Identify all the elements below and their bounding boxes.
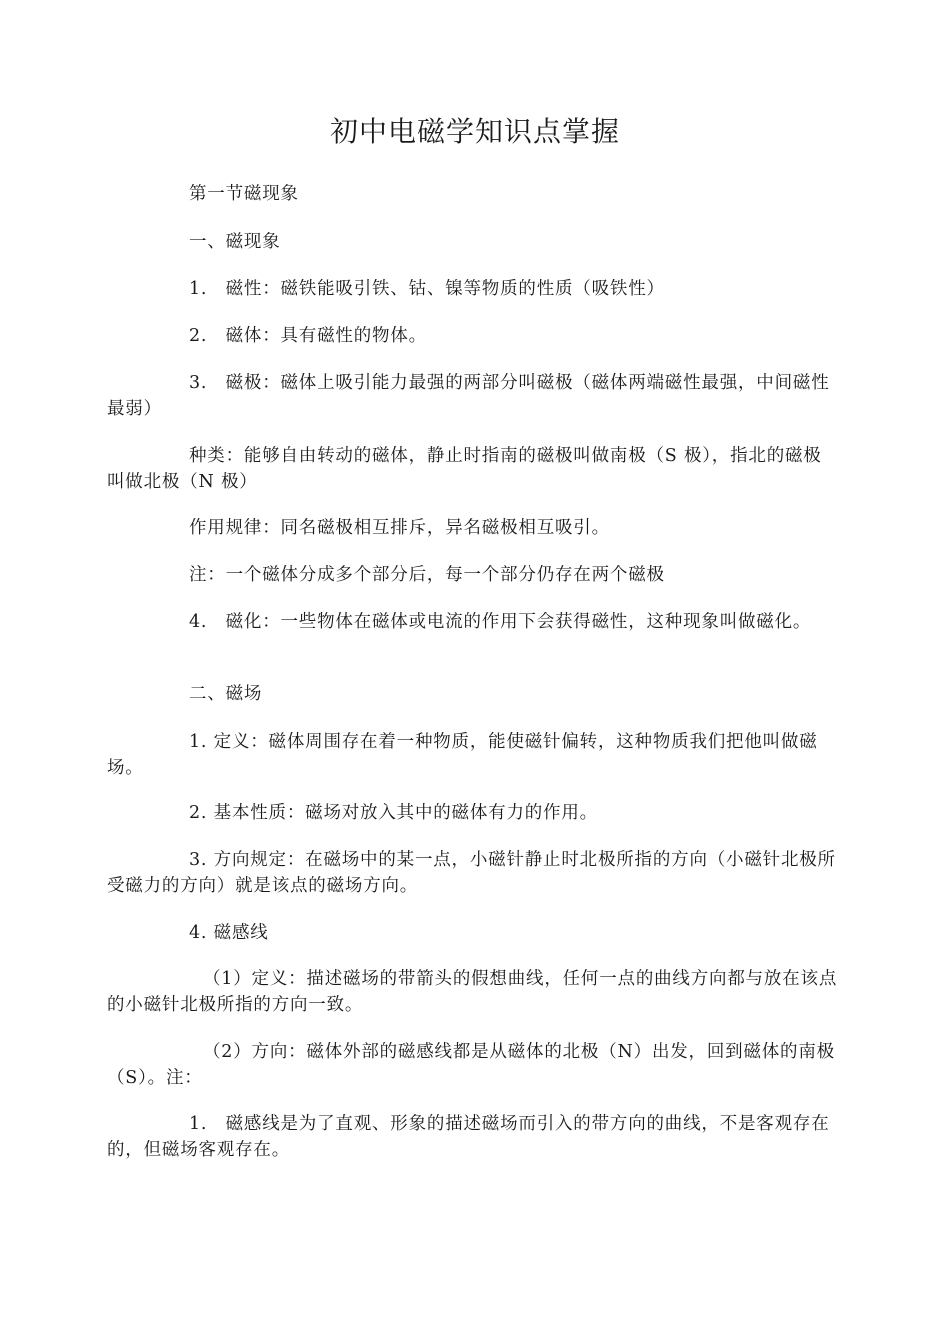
paragraph: 1. 磁感线是为了直观、形象的描述磁场而引入的带方向的曲线，不是客观存在的，但磁场客观存在。: [107, 1114, 830, 1160]
paragraph: 2. 磁体：具有磁性的物体。: [189, 326, 427, 346]
subsection-heading: 一、磁现象: [189, 232, 281, 252]
subsection-heading: 二、磁场: [189, 684, 263, 704]
section-heading: 第一节磁现象: [189, 184, 299, 204]
paragraph: （2）方向：磁体外部的磁感线都是从磁体的北极（N）出发，回到磁体的南极（S）。注：: [107, 1042, 835, 1088]
paragraph: 4. 磁感线: [189, 923, 269, 943]
paragraph: 1. 磁性：磁铁能吸引铁、钴、镍等物质的性质（吸铁性）: [189, 279, 665, 299]
paragraph: 1. 定义：磁体周围存在着一种物质，能使磁针偏转，这种物质我们把他叫做磁场。: [107, 732, 818, 778]
document-title: 初中电磁学知识点掌握: [329, 115, 620, 148]
paragraph: 3. 方向规定：在磁场中的某一点，小磁针静止时北极所指的方向（小磁针北极所受磁力的方向）就是该点的磁场方向。: [107, 850, 836, 896]
paragraph: 种类：能够自由转动的磁体，静止时指南的磁极叫做南极（S 极），指北的磁极叫做北极（N 极）: [107, 446, 822, 492]
paragraph: 2. 基本性质：磁场对放入其中的磁体有力的作用。: [189, 803, 598, 823]
paragraph: （1）定义：描述磁场的带箭头的假想曲线，任何一点的曲线方向都与放在该点的小磁针北极所指的方向一致。: [107, 969, 838, 1015]
paragraph: 3. 磁极：磁体上吸引能力最强的两部分叫磁极（磁体两端磁性最强，中间磁性最弱）: [107, 373, 830, 419]
paragraph: 4. 磁化：一些物体在磁体或电流的作用下会获得磁性，这种现象叫做磁化。: [189, 612, 812, 632]
paragraph: 作用规律：同名磁极相互排斥，异名磁极相互吸引。: [189, 518, 610, 538]
paragraph: 注：一个磁体分成多个部分后，每一个部分仍存在两个磁极: [189, 565, 665, 585]
